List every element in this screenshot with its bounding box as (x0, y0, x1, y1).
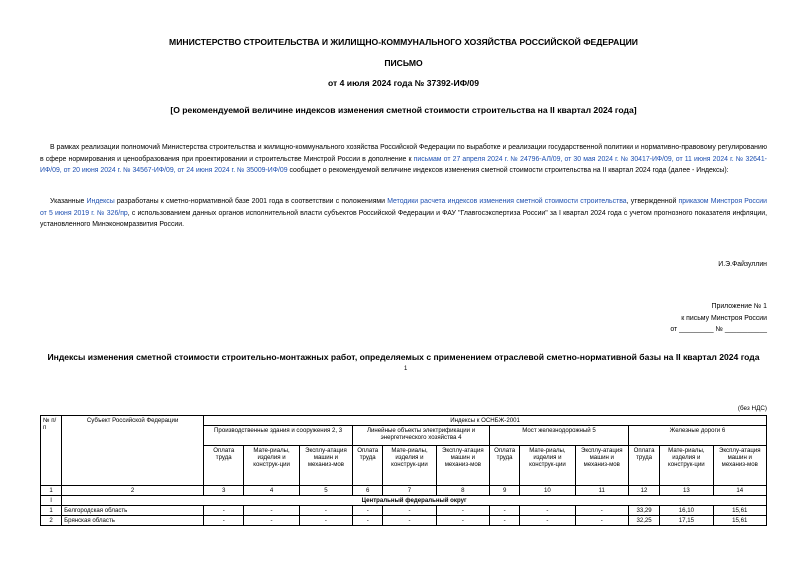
sub-labor: Оплата труда (204, 446, 244, 486)
paragraph-2: Указанные Индексы разработаны к сметно-нормативной базе 2001 года в соответствии с положениями Методики расчета индексов изменения сметной стоимости строительства, утвержденной приказом Минстроя России от 5 июня 2019 г. № 326/пр, с использованием данных органов исполнительной власти субъектов Российской Федерации и ФАУ "Главгосэкспертиза России" за I квартал 2024 года с учетом прогнозного показателя инфляции, установленного Минэкономразвития России. (40, 198, 767, 228)
document-subject: [О рекомендуемой величине индексов изменения сметной стоимости строительства на II квартал 2024 года] (170, 105, 637, 115)
sub-machines: Эксплу-атация машин и механиз-мов (436, 446, 489, 486)
sub-materials: Мате-риалы, изделия и конструк-ции (660, 446, 713, 486)
order-link[interactable]: приказом Минстроя России от 5 июня 2019 г. № 326/пр (40, 198, 767, 217)
col-num-header: № п/п (41, 416, 62, 486)
indexes-table (40, 415, 767, 526)
category-electrification: Линейные объекты электрификации и энергетического хозяйства 4 (353, 426, 490, 446)
sub-labor: Оплата труда (353, 446, 383, 486)
ministry-title: МИНИСТЕРСТВО СТРОИТЕЛЬСТВА И ЖИЛИЩНО-КОММУНАЛЬНОГО ХОЗЯЙСТВА РОССИЙСКОЙ ФЕДЕРАЦИИ (169, 37, 638, 47)
document-type: ПИСЬМО (384, 58, 423, 68)
document-date: от 4 июля 2024 года № 37392-ИФ/09 (328, 78, 479, 88)
sub-labor: Оплата труда (490, 446, 520, 486)
category-industrial: Производственные здания и сооружения 2, 3 (204, 426, 353, 446)
table-title: Индексы изменения сметной стоимости строительно-монтажных работ, определяемых с применением отраслевой сметно-нормативной базы на II квартал 2024 года (47, 352, 760, 362)
sub-machines: Эксплу-атация машин и механиз-мов (299, 446, 352, 486)
signature: И.Э.Файзуллин (718, 261, 767, 268)
region-name: Белгородская область (62, 506, 204, 516)
category-railway-bridge: Мост железнодорожный 5 (490, 426, 629, 446)
section-row (41, 496, 767, 506)
section-number: I (41, 496, 62, 506)
group-header: Индексы к ОСНБЖ-2001 (204, 416, 767, 426)
paragraph-1: В рамках реализации полномочий Министерства строительства и жилищно-коммунального хозяйства Российской Федерации по выработке и реализации государственной политики и нормативно-правовому регулированию в сфере нормирования и ценообразования при проектировании и строительстве Минстрой России в дополнение к письмам от 27 апреля 2024 г. № 24796-АЛ/09, от 30 мая 2024 г. № 30417-ИФ/09, от 11 июня 2024 г. № 32641-ИФ/09, от 20 июня 2024 г. № 34567-ИФ/09, от 24 июня 2024 г. № 35009-ИФ/09 сообщает о рекомендуемой величине индексов изменения сметной стоимости строительства на II квартал 2024 года (далее - Индексы): (40, 144, 767, 174)
methodology-link[interactable]: Методики расчета индексов изменения сметной стоимости строительства (387, 198, 627, 205)
appendix-line-3: от _________ № ___________ (670, 326, 767, 333)
letters-link[interactable]: письмам от 27 апреля 2024 г. № 24796-АЛ/09, от 30 мая 2024 г. № 30417-ИФ/09, от 11 июня 2024 г. № 32641-ИФ/09, от 20 июня 2024 г. № 34567-ИФ/09, от 24 июня 2024 г. № 35009-ИФ/09 (40, 155, 767, 174)
table-row: 2 Брянская область - - - - - - - - - 32,25 17,15 15,61 (41, 516, 767, 526)
appendix-line-1: Приложение № 1 (711, 303, 767, 310)
sub-materials: Мате-риалы, изделия и конструк-ции (520, 446, 575, 486)
indexes-link[interactable]: Индексы (86, 198, 115, 205)
sub-machines: Эксплу-атация машин и механиз-мов (713, 446, 766, 486)
column-numbers-row: 1 2 3 4 5 6 7 8 9 10 11 12 13 14 (41, 486, 767, 496)
sub-labor: Оплата труда (628, 446, 659, 486)
col-subject-header: Субъект Российской Федерации (62, 416, 204, 486)
sub-materials: Мате-риалы, изделия и конструк-ции (244, 446, 299, 486)
appendix-note (670, 301, 767, 336)
appendix-line-2: к письму Минстроя России (681, 314, 767, 322)
sub-machines: Эксплу-атация машин и механиз-мов (575, 446, 628, 486)
section-name: Центральный федеральный округ (62, 496, 767, 506)
sub-materials: Мате-риалы, изделия и конструк-ции (383, 446, 436, 486)
region-name: Брянская область (62, 516, 204, 526)
table-row: 1 Белгородская область - - - - - - - - - 33,29 16,10 15,61 (41, 506, 767, 516)
category-railways: Железные дороги 6 (628, 426, 766, 446)
title-footnote-mark: 1 (404, 366, 408, 372)
vat-note: (без НДС) (737, 405, 767, 412)
